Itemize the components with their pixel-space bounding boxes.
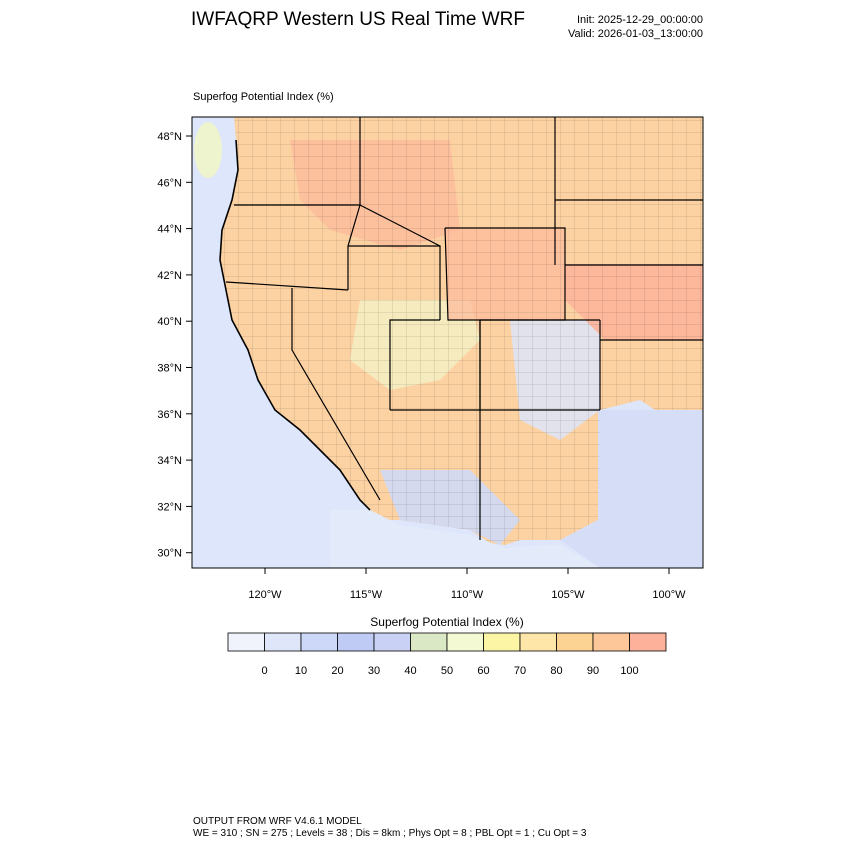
- colorbar-tick-label: 70: [513, 665, 527, 677]
- init-time: Init: 2025-12-29_00:00:00: [577, 14, 703, 26]
- colorbar-bin: [484, 633, 521, 651]
- lat-tick-label: 40°N: [157, 316, 182, 329]
- lat-tick-label: 46°N: [157, 177, 182, 190]
- latitude-axis: [157, 131, 192, 560]
- colorbar-title: Superfog Potential Index (%): [370, 615, 524, 629]
- colorbar-tick-label: 90: [586, 665, 600, 677]
- lat-tick-label: 34°N: [157, 455, 182, 468]
- lon-tick-label: 115°W: [349, 589, 383, 601]
- footer-model: OUTPUT FROM WRF V4.6.1 MODEL: [193, 816, 362, 827]
- lat-tick-label: 44°N: [157, 223, 182, 236]
- map-panel: [192, 117, 703, 568]
- lon-tick-label: 110°W: [450, 589, 484, 601]
- colorbar-tick-label: 10: [294, 665, 308, 677]
- colorbar-tick-label: 100: [620, 665, 639, 677]
- colorbar-tick-label: 0: [261, 665, 268, 677]
- colorbar-tick-label: 60: [477, 665, 490, 677]
- valid-time: Valid: 2026-01-03_13:00:00: [568, 28, 703, 40]
- footer-config: WE = 310 ; SN = 275 ; Levels = 38 ; Dis = 8km ; Phys Opt = 8 ; PBL Opt = 1 ; Cu Opt = 3: [193, 828, 587, 839]
- field-label: Superfog Potential Index (%): [193, 91, 334, 103]
- colorbar-labels: [261, 665, 638, 677]
- colorbar-bin: [593, 633, 630, 651]
- colorbar-bin: [520, 633, 557, 651]
- colorbar-bin: [447, 633, 484, 651]
- lon-tick-label: 105°W: [551, 589, 585, 601]
- lat-tick-label: 30°N: [157, 547, 182, 560]
- colorbar-tick-label: 80: [550, 665, 563, 677]
- lat-tick-label: 38°N: [157, 362, 182, 375]
- colorbar-tick-label: 50: [440, 665, 454, 677]
- colorbar-bin: [338, 633, 375, 651]
- lat-tick-label: 36°N: [157, 408, 182, 421]
- colorbar-bin: [301, 633, 338, 651]
- colorbar-bin: [630, 633, 667, 651]
- lat-tick-label: 48°N: [157, 131, 182, 143]
- colorbar-bin: [557, 633, 594, 651]
- colorbar-tick-label: 40: [404, 665, 417, 677]
- page-title: IWFAQRP Western US Real Time WRF: [191, 9, 525, 30]
- lon-tick-label: 100°W: [652, 589, 686, 601]
- colorbar-tick-label: 20: [331, 665, 344, 677]
- longitude-axis: [248, 568, 686, 601]
- colorbar: [228, 633, 666, 651]
- colorbar-bin: [411, 633, 448, 651]
- colorbar-tick-label: 30: [367, 665, 381, 677]
- lon-tick-label: 120°W: [248, 589, 282, 601]
- lat-tick-label: 42°N: [157, 269, 182, 282]
- colorbar-bin: [265, 633, 302, 651]
- offshore-fog-patch: [194, 122, 222, 178]
- lat-tick-label: 32°N: [157, 501, 182, 514]
- colorbar-bin: [228, 633, 265, 651]
- colorbar-bin: [374, 633, 411, 651]
